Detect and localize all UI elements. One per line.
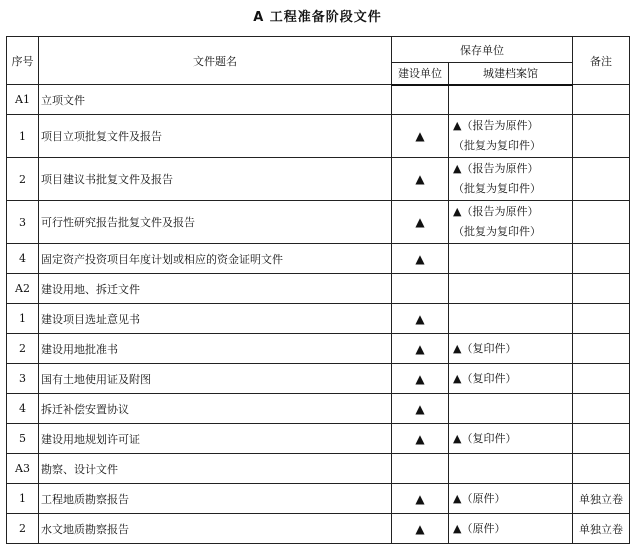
row-no: A1 — [7, 85, 39, 115]
header-keep-unit: 保存单位 — [392, 37, 573, 63]
table-row — [7, 394, 630, 424]
row-no: 2 — [7, 158, 39, 201]
construction-unit-mark — [392, 274, 449, 304]
row-title: 工程地质勘察报告 — [39, 484, 392, 514]
row-title: 建设用地规划许可证 — [39, 424, 392, 454]
row-no: 5 — [7, 424, 39, 454]
construction-unit-mark: ▲ — [392, 115, 449, 158]
row-title: 固定资产投资项目年度计划或相应的资金证明文件 — [39, 244, 392, 274]
row-no: 4 — [7, 244, 39, 274]
row-remark — [573, 85, 630, 115]
construction-unit-mark: ▲ — [392, 304, 449, 334]
header-construction-unit: 建设单位 — [392, 63, 449, 85]
row-no: 3 — [7, 364, 39, 394]
city-archive-cell — [449, 514, 573, 544]
construction-unit-mark: ▲ — [392, 394, 449, 424]
construction-unit-mark: ▲ — [392, 364, 449, 394]
city-archive-note-secondary: （批复为复印件） — [453, 139, 541, 152]
construction-unit-mark: ▲ — [392, 244, 449, 274]
section-row — [7, 454, 630, 484]
city-archive-cell — [449, 424, 573, 454]
row-no: A2 — [7, 274, 39, 304]
construction-unit-mark: ▲ — [392, 158, 449, 201]
city-archive-cell — [449, 364, 573, 394]
construction-unit-mark — [392, 454, 449, 484]
row-remark — [573, 394, 630, 424]
row-remark — [573, 304, 630, 334]
city-archive-cell — [449, 454, 573, 484]
construction-unit-mark: ▲ — [392, 514, 449, 544]
table-row — [7, 514, 630, 544]
table-row — [7, 364, 630, 394]
city-archive-cell — [449, 334, 573, 364]
city-archive-note: ▲（报告为原件） — [453, 205, 539, 218]
row-no: 2 — [7, 514, 39, 544]
row-remark — [573, 424, 630, 454]
row-remark — [573, 158, 630, 201]
city-archive-note: ▲（复印件） — [453, 341, 517, 355]
row-title: 国有土地使用证及附图 — [39, 364, 392, 394]
header-no: 序号 — [7, 37, 39, 85]
page-title: A 工程准备阶段文件 — [253, 10, 382, 25]
city-archive-cell — [449, 115, 573, 158]
row-title: 可行性研究报告批复文件及报告 — [39, 201, 392, 244]
archive-table — [6, 36, 630, 544]
construction-unit-mark: ▲ — [392, 334, 449, 364]
row-title: 项目立项批复文件及报告 — [39, 115, 392, 158]
header-name: 文件题名 — [39, 37, 392, 85]
row-no: 1 — [7, 484, 39, 514]
row-remark — [573, 334, 630, 364]
row-remark — [573, 364, 630, 394]
table-row — [7, 484, 630, 514]
row-no: 2 — [7, 334, 39, 364]
construction-unit-mark: ▲ — [392, 201, 449, 244]
row-title: 建设用地、拆迁文件 — [39, 274, 392, 304]
city-archive-cell — [449, 85, 573, 115]
row-remark — [573, 274, 630, 304]
row-no: A3 — [7, 454, 39, 484]
row-remark: 单独立卷 — [573, 484, 630, 514]
row-title: 立项文件 — [39, 85, 392, 115]
header-city-archive: 城建档案馆 — [449, 63, 573, 85]
construction-unit-mark — [392, 85, 449, 115]
city-archive-note: ▲（原件） — [453, 491, 506, 505]
table-row — [7, 334, 630, 364]
row-no: 1 — [7, 115, 39, 158]
row-title: 建设用地批准书 — [39, 334, 392, 364]
city-archive-cell — [449, 244, 573, 274]
city-archive-cell — [449, 394, 573, 424]
row-title: 勘察、设计文件 — [39, 454, 392, 484]
city-archive-note: ▲（报告为原件） — [453, 162, 539, 175]
header-remark: 备注 — [573, 37, 630, 85]
row-remark — [573, 115, 630, 158]
table-row — [7, 115, 630, 158]
row-no: 3 — [7, 201, 39, 244]
city-archive-note: ▲（原件） — [453, 521, 506, 535]
table-row — [7, 304, 630, 334]
construction-unit-mark: ▲ — [392, 424, 449, 454]
table-row — [7, 244, 630, 274]
table-row — [7, 158, 630, 201]
row-remark: 单独立卷 — [573, 514, 630, 544]
section-row — [7, 85, 630, 115]
construction-unit-mark: ▲ — [392, 484, 449, 514]
city-archive-cell — [449, 201, 573, 244]
city-archive-cell — [449, 304, 573, 334]
row-title: 项目建议书批复文件及报告 — [39, 158, 392, 201]
city-archive-note-secondary: （批复为复印件） — [453, 225, 541, 238]
row-remark — [573, 244, 630, 274]
city-archive-cell — [449, 158, 573, 201]
table-row — [7, 424, 630, 454]
city-archive-cell — [449, 274, 573, 304]
row-title: 水文地质勘察报告 — [39, 514, 392, 544]
row-title: 建设项目选址意见书 — [39, 304, 392, 334]
city-archive-note: ▲（复印件） — [453, 371, 517, 385]
row-no: 4 — [7, 394, 39, 424]
row-remark — [573, 201, 630, 244]
city-archive-note-secondary: （批复为复印件） — [453, 182, 541, 195]
row-no: 1 — [7, 304, 39, 334]
table-row — [7, 201, 630, 244]
city-archive-note: ▲（报告为原件） — [453, 119, 539, 132]
row-remark — [573, 454, 630, 484]
city-archive-note: ▲（复印件） — [453, 431, 517, 445]
city-archive-cell — [449, 484, 573, 514]
section-row — [7, 274, 630, 304]
row-title: 拆迁补偿安置协议 — [39, 394, 392, 424]
